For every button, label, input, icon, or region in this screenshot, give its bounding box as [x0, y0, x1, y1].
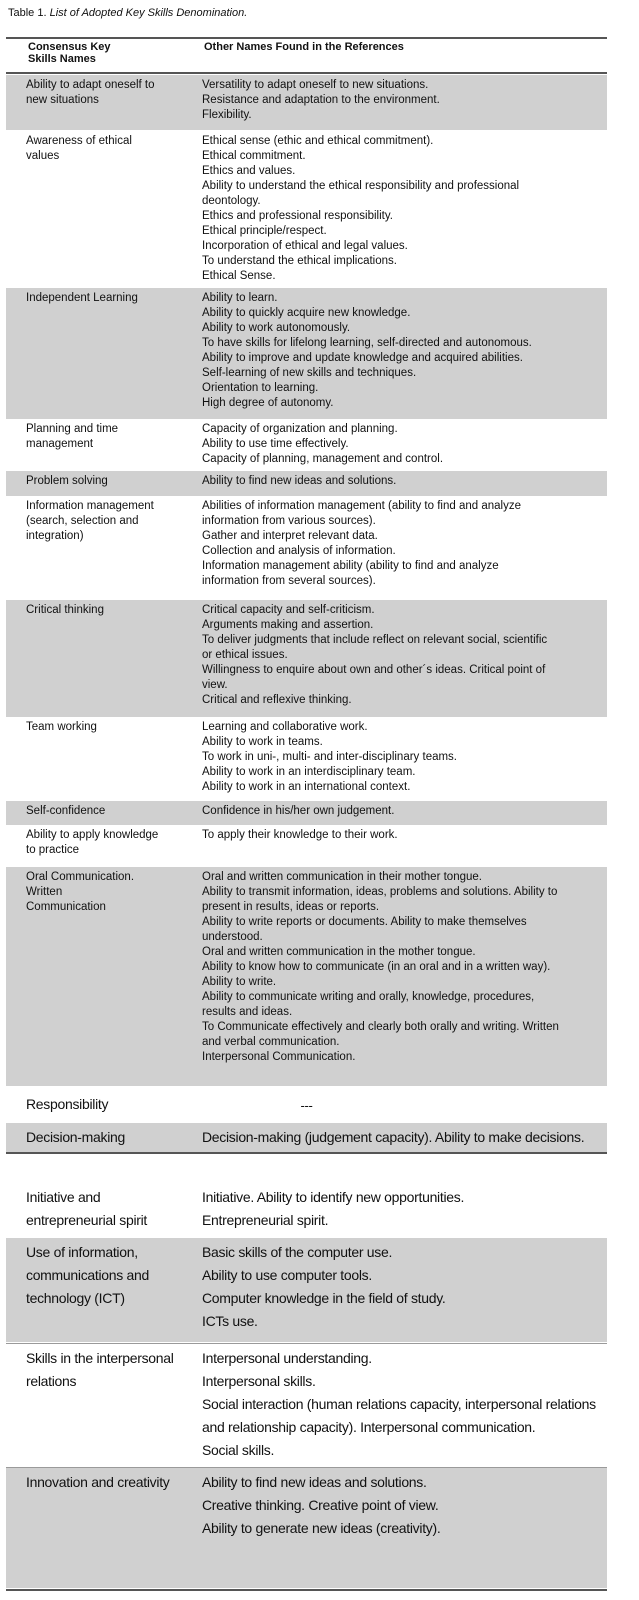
skill-name-cell [26, 78, 186, 108]
other-name-line: Ethical principle/respect. [202, 225, 327, 237]
other-name-line: Oral and written communication in the mother tongue. [202, 946, 476, 958]
other-name-line: Ability to work in teams. [202, 736, 323, 748]
table-row [6, 1090, 607, 1123]
other-names-cell [202, 499, 607, 589]
other-name-line: Abilities of information management (ability to find and analyze [202, 500, 521, 512]
table-row [6, 131, 607, 288]
other-name-line: view. [202, 679, 228, 691]
other-name-line: Entrepreneurial spirit. [202, 1212, 329, 1228]
other-name-line: Incorporation of ethical and legal values. [202, 240, 408, 252]
skill-name-line: Team working [26, 721, 97, 733]
table-row [6, 1183, 607, 1235]
other-names-cell [202, 720, 607, 795]
other-name-line: Interpersonal understanding. [202, 1350, 372, 1366]
other-names-cell [202, 1126, 607, 1149]
other-name-line: Interpersonal skills. [202, 1373, 316, 1389]
other-name-line: and relationship capacity). Interpersonal communication. [202, 1419, 536, 1435]
other-names-cell [202, 1241, 607, 1333]
skill-name-line: Initiative and [26, 1189, 101, 1205]
skill-name-cell [26, 291, 186, 306]
table-header [6, 39, 607, 72]
other-name-line: Ethics and values. [202, 165, 296, 177]
other-name-line: Confidence in his/her own judgement. [202, 805, 395, 817]
other-name-line: Information management ability (ability to find and analyze [202, 560, 499, 572]
bottom-rule [6, 1589, 607, 1591]
other-name-line: Ability to write. [202, 976, 277, 988]
skill-name-line: Awareness of ethical [26, 135, 132, 147]
other-name-line: Ability to know how to communicate (in an oral and in a written way). [202, 961, 551, 973]
header-col-other-names: Other Names Found in the References [204, 41, 404, 53]
other-name-line: or ethical issues. [202, 649, 288, 661]
other-name-line: To work in uni-, multi- and inter-disciplinary teams. [202, 751, 458, 763]
other-name-line: Ability to find new ideas and solutions. [202, 1474, 427, 1490]
skill-name-line: Planning and time [26, 423, 119, 435]
other-name-line: Learning and collaborative work. [202, 721, 368, 733]
empty-value-dash: --- [300, 1098, 313, 1113]
other-name-line: Basic skills of the computer use. [202, 1244, 393, 1260]
header-col-skill-name: Consensus Key Skills Names [28, 41, 111, 65]
other-name-line: and verbal communication. [202, 1036, 340, 1048]
other-name-line: To deliver judgments that include reflect on relevant social, scientific [202, 634, 548, 646]
other-name-line: Ability to understand the ethical responsibility and professional [202, 180, 520, 192]
table-row [6, 1123, 607, 1152]
other-name-line: Capacity of planning, management and control. [202, 453, 444, 465]
other-name-line: ICTs use. [202, 1313, 258, 1329]
other-name-line: results and ideas. [202, 1006, 293, 1018]
skill-name-cell [26, 720, 186, 735]
table-row [6, 825, 607, 867]
skill-name-cell [26, 422, 186, 452]
other-name-line: Ability to use time effectively. [202, 438, 349, 450]
other-name-line: Creative thinking. Creative point of view. [202, 1497, 439, 1513]
table-row [6, 288, 607, 419]
other-name-line: High degree of autonomy. [202, 397, 334, 409]
other-names-cell [202, 828, 607, 843]
skill-name-line: Innovation and creativity [26, 1474, 170, 1490]
other-name-line: Collection and analysis of information. [202, 545, 396, 557]
other-name-line: Ability to communicate writing and orally, knowledge, procedures, [202, 991, 535, 1003]
other-names-cell [202, 804, 607, 819]
other-name-line: understood. [202, 931, 263, 943]
other-names-cell [202, 134, 607, 284]
table-row [6, 867, 607, 1086]
other-name-line: Computer knowledge in the field of study. [202, 1290, 446, 1306]
other-name-line: Ability to improve and update knowledge and acquired abilities. [202, 352, 523, 364]
skill-name-line: Decision-making [26, 1129, 125, 1145]
mid-rule [6, 1152, 607, 1154]
other-names-cell [202, 78, 607, 123]
other-name-line: To apply their knowledge to their work. [202, 829, 398, 841]
skill-name-line: communications and [26, 1267, 149, 1283]
other-name-line: Flexibility. [202, 109, 252, 121]
skill-name-cell [26, 134, 186, 164]
skill-name-line: Oral Communication. [26, 871, 135, 883]
table-row [6, 496, 607, 599]
other-name-line: information from several sources). [202, 575, 376, 587]
skill-name-line: Responsibility [26, 1096, 109, 1112]
table-row [6, 471, 607, 496]
skill-name-line: technology (ICT) [26, 1290, 125, 1306]
other-name-line: To Communicate effectively and clearly both orally and writing. Written [202, 1021, 559, 1033]
skill-name-line: management [26, 438, 94, 450]
other-name-line: Resistance and adaptation to the environment. [202, 94, 440, 106]
other-name-line: To understand the ethical implications. [202, 255, 397, 267]
skill-name-line: values [26, 150, 60, 162]
other-names-cell [202, 291, 607, 411]
other-name-line: Gather and interpret relevant data. [202, 530, 378, 542]
skill-name-cell [26, 870, 186, 915]
table-row [6, 1344, 607, 1467]
other-name-line: Orientation to learning. [202, 382, 319, 394]
other-name-line: Initiative. Ability to identify new opportunities. [202, 1189, 465, 1205]
caption-title: List of Adopted Key Skills Denomination. [49, 7, 248, 19]
other-name-line: Oral and written communication in their mother tongue. [202, 871, 482, 883]
skill-name-cell [26, 1471, 186, 1494]
skill-name-line: Information management [26, 500, 154, 512]
other-name-line: Critical capacity and self-criticism. [202, 604, 375, 616]
skill-name-cell [26, 474, 186, 489]
skill-name-cell [26, 1186, 186, 1232]
other-names-cell [202, 422, 607, 467]
other-name-line: Capacity of organization and planning. [202, 423, 398, 435]
other-name-line: Social skills. [202, 1442, 275, 1458]
table-row [6, 75, 607, 130]
skill-name-line: Ability to apply knowledge [26, 829, 159, 841]
table-row [6, 801, 607, 825]
other-name-line: deontology. [202, 195, 261, 207]
other-name-line: Ability to work in an international context. [202, 781, 411, 793]
other-name-line: Ability to write reports or documents. Ability to make themselves [202, 916, 527, 928]
other-name-line: Ability to find new ideas and solutions. [202, 475, 397, 487]
skill-name-cell [26, 1347, 186, 1393]
other-names-cell [202, 603, 607, 708]
other-name-line: Self-learning of new skills and techniques. [202, 367, 417, 379]
skill-name-line: entrepreneurial spirit [26, 1212, 148, 1228]
skill-name-line: integration) [26, 530, 84, 542]
table-row [6, 717, 607, 801]
caption-label: Table 1. [8, 7, 47, 19]
other-name-line: Social interaction (human relations capacity, interpersonal relations [202, 1396, 596, 1412]
other-name-line: Ethics and professional responsibility. [202, 210, 393, 222]
skill-name-line: Problem solving [26, 475, 108, 487]
row-separator [6, 1467, 607, 1468]
other-name-line: Ability to work in an interdisciplinary team. [202, 766, 416, 778]
skill-name-cell [26, 828, 186, 858]
other-names-cell [202, 1186, 607, 1232]
table-caption [8, 7, 247, 20]
table-row [6, 419, 607, 471]
other-names-cell [202, 474, 607, 489]
table-row [6, 1238, 607, 1342]
skill-name-cell [26, 1126, 186, 1149]
skill-name-cell [26, 603, 186, 618]
skill-name-line: to practice [26, 844, 80, 856]
other-names-cell [202, 870, 607, 1065]
other-name-line: Ability to transmit information, ideas, problems and solutions. Ability to [202, 886, 558, 898]
other-name-line: Ethical sense (ethic and ethical commitment). [202, 135, 434, 147]
skill-name-line: (search, selection and [26, 515, 139, 527]
other-name-line: information from various sources). [202, 515, 376, 527]
other-name-line: Versatility to adapt oneself to new situations. [202, 79, 429, 91]
other-name-line: Willingness to enquire about own and other´s ideas. Critical point of [202, 664, 546, 676]
skill-name-line: Ability to adapt oneself to [26, 79, 155, 91]
skill-name-line: Critical thinking [26, 604, 104, 616]
row-separator [6, 1343, 607, 1344]
skill-name-line: Self-confidence [26, 805, 106, 817]
skill-name-cell [26, 1241, 186, 1310]
skill-name-line: new situations [26, 94, 99, 106]
skill-name-line: relations [26, 1373, 77, 1389]
table-row [6, 600, 607, 717]
other-name-line: Ethical Sense. [202, 270, 276, 282]
skill-name-line: Communication [26, 901, 106, 913]
other-name-line: To have skills for lifelong learning, self-directed and autonomous. [202, 337, 532, 349]
other-name-line: Interpersonal Communication. [202, 1051, 356, 1063]
other-name-line: Arguments making and assertion. [202, 619, 374, 631]
skill-name-line: Independent Learning [26, 292, 138, 304]
other-name-line: Ability to generate new ideas (creativity). [202, 1520, 441, 1536]
skill-name-line: Written [26, 886, 63, 898]
other-name-line: Ability to quickly acquire new knowledge. [202, 307, 411, 319]
other-name-line: present in results, ideas or reports. [202, 901, 380, 913]
other-names-cell [202, 1471, 607, 1540]
other-name-line: Ability to work autonomously. [202, 322, 351, 334]
other-names-cell [202, 1347, 607, 1462]
other-name-line: Critical and reflexive thinking. [202, 694, 352, 706]
table-row [6, 1468, 607, 1588]
skill-name-line: Use of information, [26, 1244, 138, 1260]
header-rule [6, 72, 607, 74]
other-name-line: Ethical commitment. [202, 150, 306, 162]
skill-name-cell [26, 804, 186, 819]
skill-name-line: Skills in the interpersonal [26, 1350, 174, 1366]
other-name-line: Ability to use computer tools. [202, 1267, 372, 1283]
other-name-line: Ability to learn. [202, 292, 278, 304]
other-name-line: Decision-making (judgement capacity). Ability to make decisions. [202, 1129, 585, 1145]
skill-name-cell [26, 499, 186, 544]
